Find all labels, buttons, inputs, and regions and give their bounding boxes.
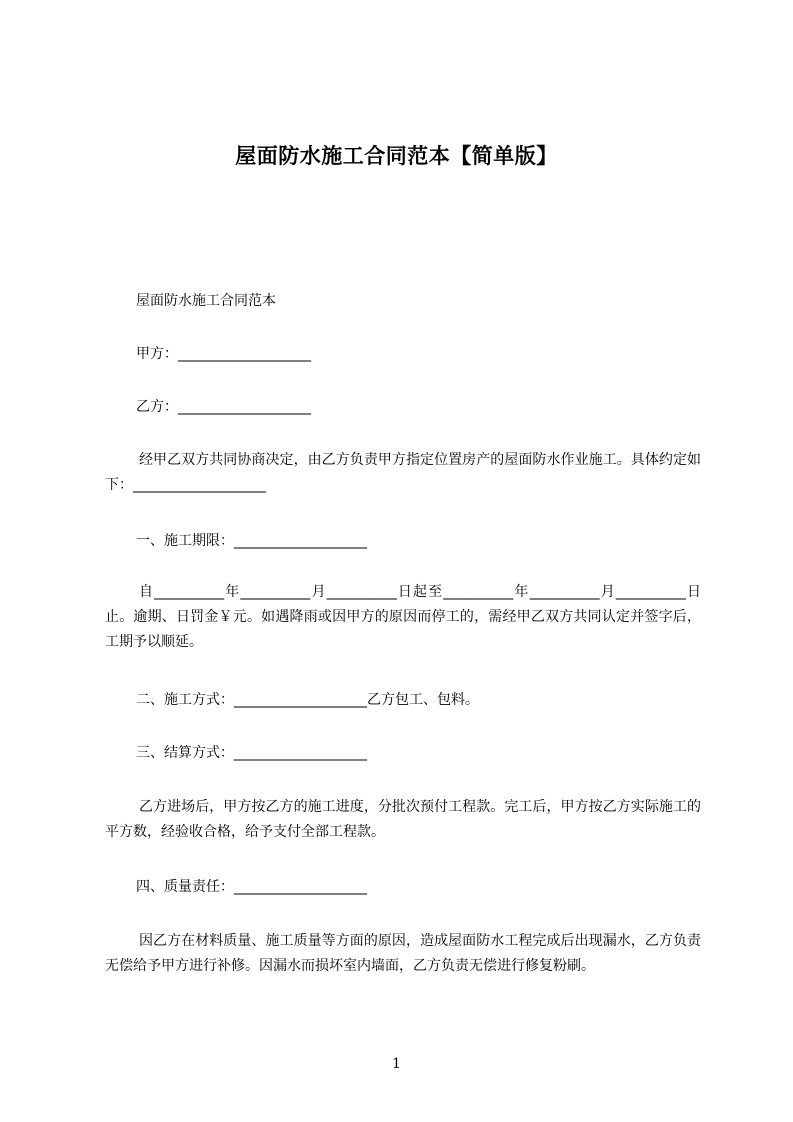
section-1-body: 自__________年__________月__________日起至__________年__________月__________日止。逾期、日罚金￥元。如遇降雨或因甲方的原因而停工的，需经甲乙双方共同认定并签字后，工期予以顺延。 (105, 584, 701, 650)
document-title: 屋面防水施工合同范本【简单版】 (235, 144, 558, 168)
party-a-line: 甲方：___________________ (136, 346, 311, 362)
section-3-body: 乙方进场后，甲方按乙方的施工进度，分批次预付工程款。完工后，甲方按乙方实际施工的平方数，经验收合格，给予支付全部工程款。 (105, 799, 701, 840)
section-1-heading: 一、施工期限：___________________ (136, 533, 367, 549)
party-b-line: 乙方：___________________ (136, 399, 311, 415)
intro-paragraph: 经甲乙双方共同协商决定，由乙方负责甲方指定位置房产的屋面防水作业施工。具体约定如下：___________________ (105, 452, 701, 493)
section-2-heading: 二、施工方式：___________________乙方包工、包料。 (136, 692, 479, 708)
section-4-heading: 四、质量责任：___________________ (136, 879, 367, 895)
section-4-body: 因乙方在材料质量、施工质量等方面的原因，造成屋面防水工程完成后出现漏水，乙方负责无偿给予甲方进行补修。因漏水而损坏室内墙面，乙方负责无偿进行修复粉刷。 (105, 933, 701, 974)
page-number: 1 (392, 1056, 401, 1072)
section-3-heading: 三、结算方式：___________________ (136, 745, 367, 761)
contract-subtitle: 屋面防水施工合同范本 (136, 293, 276, 309)
